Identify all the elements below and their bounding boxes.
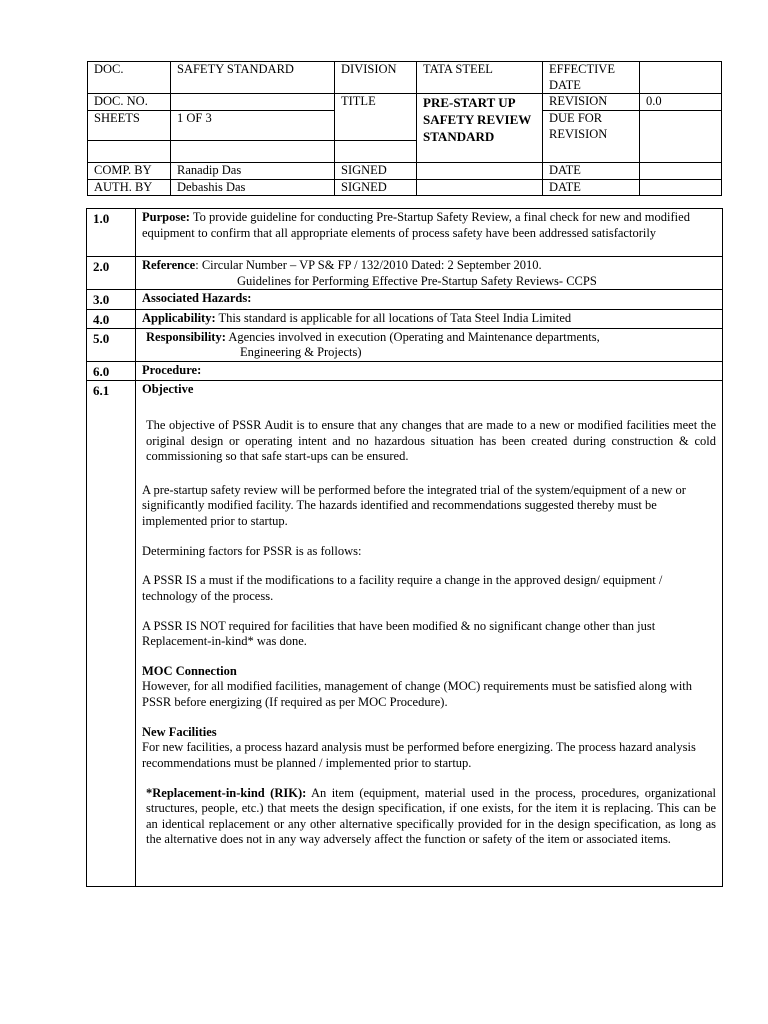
hazards-label: Associated Hazards: — [142, 291, 252, 306]
section-objective — [87, 381, 723, 887]
reference-line-2: Guidelines for Performing Effective Pre-Startup Safety Reviews- CCPS — [237, 273, 597, 288]
section-hazards — [87, 290, 723, 309]
auth-by-value: Debashis Das — [171, 179, 335, 196]
section-number: 5.0 — [87, 328, 136, 361]
section-number: 6.1 — [87, 381, 136, 887]
section-number: 3.0 — [87, 290, 136, 309]
responsibility-label: Responsibility: — [146, 329, 226, 344]
comp-by-label: COMP. BY — [88, 162, 171, 179]
section-procedure — [87, 362, 723, 381]
rik-paragraph — [142, 786, 716, 849]
applicability-label: Applicability: — [142, 310, 216, 325]
document-header-table — [87, 61, 722, 196]
doc-no-value — [171, 94, 335, 111]
document-body-table — [86, 208, 723, 887]
pssr-not-required-paragraph: A PSSR IS NOT required for facilities that have been modified & no significant change other than just Replacement-in-kind* was done. — [142, 618, 656, 649]
pssr-required-paragraph: A PSSR IS a must if the modifications to a facility require a change in the approved design/ equipment / technology of the process. — [142, 573, 663, 603]
auth-by-label: AUTH. BY — [88, 179, 171, 196]
auth-signed-value — [417, 179, 543, 196]
due-for-revision-label: DUE FOR REVISION — [543, 110, 640, 162]
applicability-text: This standard is applicable for all locations of Tata Steel India Limited — [215, 310, 572, 325]
doc-label: DOC. — [88, 62, 171, 94]
revision-label: REVISION — [543, 94, 640, 111]
new-facilities-paragraph: For new facilities, a process hazard analysis must be performed before energizing. The process hazard analysis recommendations must be planned / implemented prior to startup. — [142, 740, 696, 770]
comp-by-value: Ranadip Das — [171, 162, 335, 179]
objective-heading: Objective — [142, 382, 194, 397]
section-applicability — [87, 309, 723, 328]
responsibility-text: Agencies involved in execution (Operating and Maintenance departments, — [225, 329, 600, 344]
division-label: DIVISION — [335, 62, 417, 94]
auth-date-value — [640, 179, 722, 196]
comp-date-label: DATE — [543, 162, 640, 179]
title-blank — [335, 140, 417, 162]
new-facilities-heading: New Facilities — [142, 724, 217, 739]
doc-no-label: DOC. NO. — [88, 94, 171, 111]
section-number: 6.0 — [87, 362, 136, 381]
determining-factors: Determining factors for PSSR is as follows: — [142, 543, 362, 558]
revision-value: 0.0 — [640, 94, 722, 111]
sheets-blank-left — [88, 140, 171, 162]
section-reference — [87, 257, 723, 290]
section-purpose — [87, 209, 723, 257]
sheets-label: SHEETS — [88, 110, 171, 140]
sheets-value: 1 OF 3 — [171, 110, 335, 140]
purpose-label: Purpose: — [142, 210, 190, 224]
section-number: 1.0 — [87, 209, 136, 257]
comp-date-value — [640, 162, 722, 179]
title-label: TITLE — [335, 94, 417, 141]
comp-signed-label: SIGNED — [335, 162, 417, 179]
comp-signed-value — [417, 162, 543, 179]
section-number: 4.0 — [87, 309, 136, 328]
auth-date-label: DATE — [543, 179, 640, 196]
auth-signed-label: SIGNED — [335, 179, 417, 196]
pssr-paragraph: A pre-startup safety review will be performed before the integrated trial of the system/equipment of a new or significantly modified facility. The hazards identified and recommendations suggested thereby must be implemented prior to startup. — [142, 482, 686, 528]
reference-text: : Circular Number – VP S& FP / 132/2010 Dated: 2 September 2010. — [195, 258, 542, 272]
objective-paragraph: The objective of PSSR Audit is to ensure that any changes that are made to a new or modified facilities meet the original design or operating intent and no hazardous situation has been created during construction & cold commissioning so that safe start-ups can be ensured. — [146, 417, 716, 464]
moc-heading: MOC Connection — [142, 663, 237, 678]
moc-paragraph: However, for all modified facilities, management of change (MOC) requirements must be satisfied along with PSSR before energizing (If required as per MOC Procedure). — [142, 679, 693, 709]
rik-label: *Replacement-in-kind (RIK): — [146, 785, 307, 800]
doc-value: SAFETY STANDARD — [171, 62, 335, 94]
responsibility-line-2: Engineering & Projects) — [240, 345, 362, 360]
section-responsibility — [87, 328, 723, 361]
sheets-blank-right — [171, 140, 335, 162]
document-title: PRE-START UP SAFETY REVIEW STANDARD — [417, 94, 543, 163]
section-number: 2.0 — [87, 257, 136, 290]
effective-date-label: EFFECTIVE DATE — [543, 62, 640, 94]
division-value: TATA STEEL — [417, 62, 543, 94]
purpose-text: To provide guideline for conducting Pre-Startup Safety Review, a final check for new and modified equipment to confirm that all appropriate elements of process safety have been addressed satisfactorily — [142, 210, 690, 240]
due-for-revision-value — [640, 110, 722, 162]
effective-date-value — [640, 62, 722, 94]
reference-label: Reference — [142, 258, 196, 272]
procedure-label: Procedure: — [142, 363, 202, 377]
rik-text: An item (equipment, material used in the process, procedures, organizational structures, people, etc.) that meets the design specification, if one exists, for the item it is replacing. This can be an identical replacement or any other alternative specifically provided for in the design specification, as long as the alternative does not in any way adversely affect the function or safety of the item or associated items. — [146, 785, 716, 847]
